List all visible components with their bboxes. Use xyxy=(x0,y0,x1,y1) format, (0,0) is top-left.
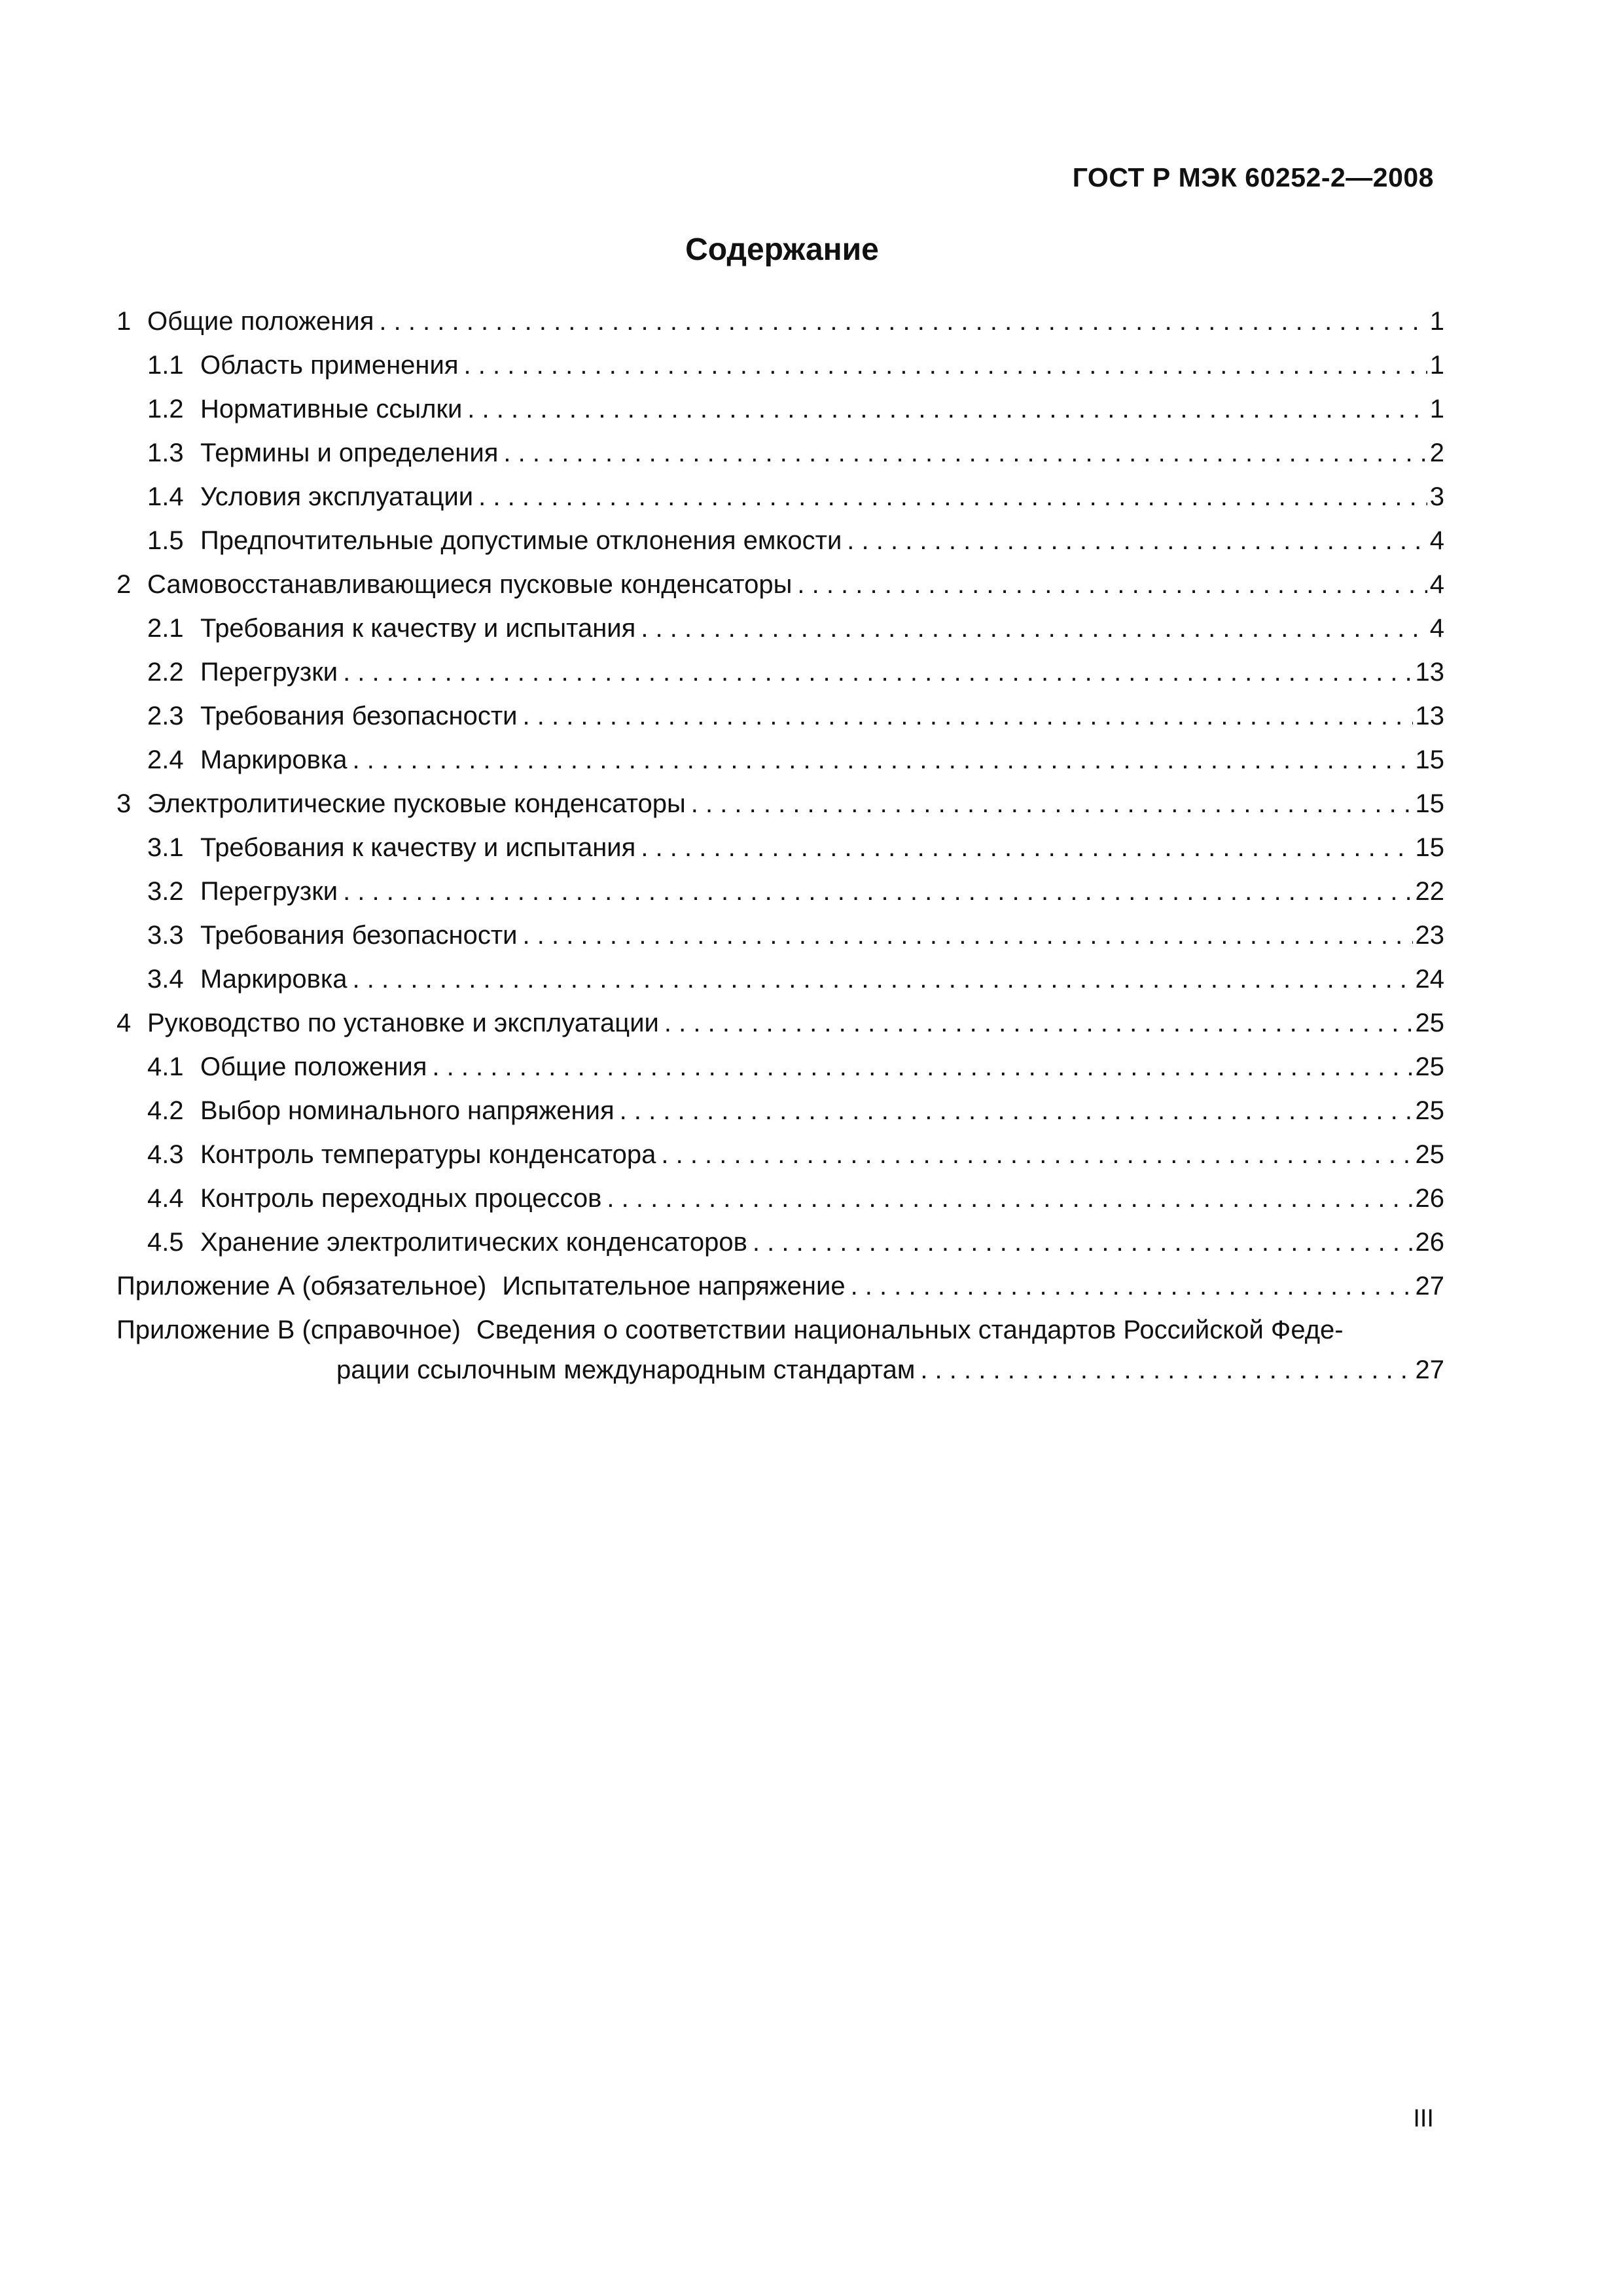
toc-entry[interactable] xyxy=(116,1177,1444,1221)
toc-entry[interactable] xyxy=(116,782,1444,826)
toc-entry-label: Предпочтительные допустимые отклонения емкости xyxy=(200,526,842,555)
toc-entry[interactable] xyxy=(116,431,1444,475)
toc-entry-label: Перегрузки xyxy=(200,658,338,687)
toc-entry-page: 25 xyxy=(1415,1009,1444,1037)
toc-entry[interactable] xyxy=(116,1001,1444,1045)
toc-entry-number: 1.3 xyxy=(147,439,184,467)
toc-entry[interactable] xyxy=(116,563,1444,607)
leader-dots xyxy=(467,387,1427,431)
toc-entry-label: Хранение электролитических конденсаторов xyxy=(200,1228,747,1257)
document-id: ГОСТ Р МЭК 60252-2—2008 xyxy=(1072,162,1434,192)
leader-dots xyxy=(464,344,1427,387)
toc-appendix-a[interactable] xyxy=(116,1265,1444,1308)
toc-entry-page: 4 xyxy=(1429,526,1444,555)
toc-entry-label: Руководство по установке и эксплуатации xyxy=(147,1009,659,1037)
leader-dots xyxy=(661,1133,1412,1177)
toc-entry-number: 3.2 xyxy=(147,877,184,906)
toc-entry-page: 15 xyxy=(1415,789,1444,818)
appendix-b-page: 27 xyxy=(1415,1355,1444,1384)
toc-entry-page: 25 xyxy=(1415,1096,1444,1125)
toc-entry[interactable] xyxy=(116,607,1444,651)
leader-dots xyxy=(851,1265,1413,1308)
toc-entry-page: 15 xyxy=(1415,833,1444,862)
toc-entry-number: 4.2 xyxy=(147,1096,184,1125)
leader-dots xyxy=(920,1348,1412,1392)
toc-entry-label: Электролитические пусковые конденсаторы xyxy=(147,789,686,818)
appendix-a-page: 27 xyxy=(1415,1272,1444,1300)
toc-entry-number: 3.1 xyxy=(147,833,184,862)
toc-entry-label: Перегрузки xyxy=(200,877,338,906)
toc-entry-number: 2.4 xyxy=(147,745,184,774)
table-of-contents xyxy=(116,300,1444,1392)
toc-entry-label: Общие положения xyxy=(147,307,374,336)
toc-entry-label: Требования безопасности xyxy=(200,702,518,730)
toc-entry[interactable] xyxy=(116,870,1444,914)
toc-entry[interactable] xyxy=(116,1133,1444,1177)
toc-entry[interactable] xyxy=(116,300,1444,344)
toc-entry-page: 15 xyxy=(1415,745,1444,774)
leader-dots xyxy=(691,782,1413,826)
toc-entry-label: Нормативные ссылки xyxy=(200,395,463,423)
toc-entry-number: 1.5 xyxy=(147,526,184,555)
leader-dots xyxy=(664,1001,1413,1045)
toc-entry-number: 4 xyxy=(116,1009,132,1037)
leader-dots xyxy=(352,958,1412,1001)
toc-entry-number: 3 xyxy=(116,789,132,818)
toc-entry[interactable] xyxy=(116,1221,1444,1265)
toc-entry-page: 3 xyxy=(1429,482,1444,511)
toc-entry-number: 2.3 xyxy=(147,702,184,730)
toc-entry[interactable] xyxy=(116,958,1444,1001)
toc-entry-number: 1.1 xyxy=(147,351,184,380)
leader-dots xyxy=(641,826,1412,870)
toc-entry[interactable] xyxy=(116,475,1444,519)
leader-dots xyxy=(753,1221,1413,1265)
toc-entry-number: 4.1 xyxy=(147,1052,184,1081)
toc-entry-label: Требования безопасности xyxy=(200,921,518,950)
toc-title: Содержание xyxy=(685,232,879,267)
leader-dots xyxy=(379,300,1427,344)
toc-entry-page: 1 xyxy=(1429,307,1444,336)
toc-entry-number: 3.4 xyxy=(147,965,184,994)
toc-entry[interactable] xyxy=(116,519,1444,563)
toc-entry[interactable] xyxy=(116,1045,1444,1089)
appendix-a-label: Испытательное напряжение xyxy=(502,1272,846,1300)
toc-entry-label: Общие положения xyxy=(200,1052,427,1081)
toc-entry-page: 1 xyxy=(1429,395,1444,423)
toc-entry-number: 2.1 xyxy=(147,614,184,643)
toc-entry-page: 22 xyxy=(1415,877,1444,906)
page-number: III xyxy=(1413,2105,1434,2132)
leader-dots xyxy=(503,431,1427,475)
toc-entry[interactable] xyxy=(116,344,1444,387)
toc-entry-page: 13 xyxy=(1415,702,1444,730)
toc-entry-label: Маркировка xyxy=(200,745,348,774)
toc-entry-label: Выбор номинального напряжения xyxy=(200,1096,615,1125)
toc-entries xyxy=(116,300,1444,1265)
toc-entry-number: 2 xyxy=(116,570,132,599)
toc-entry-page: 4 xyxy=(1429,614,1444,643)
leader-dots xyxy=(620,1089,1413,1133)
toc-entry-label: Условия эксплуатации xyxy=(200,482,474,511)
toc-entry-label: Термины и определения xyxy=(200,439,499,467)
toc-entry-page: 24 xyxy=(1415,965,1444,994)
toc-entry-number: 1.4 xyxy=(147,482,184,511)
toc-entry-label: Требования к качеству и испытания xyxy=(200,833,636,862)
toc-entry[interactable] xyxy=(116,1089,1444,1133)
leader-dots xyxy=(432,1045,1412,1089)
toc-entry[interactable] xyxy=(116,387,1444,431)
toc-entry-page: 25 xyxy=(1415,1140,1444,1169)
toc-entry-page: 1 xyxy=(1429,351,1444,380)
toc-appendix-b[interactable] xyxy=(116,1308,1444,1352)
leader-dots xyxy=(847,519,1427,563)
toc-entry-number: 4.3 xyxy=(147,1140,184,1169)
appendix-b-label-line2: рации ссылочным международным стандартам xyxy=(336,1355,916,1384)
appendix-b-prefix: Приложение В (справочное) xyxy=(116,1316,461,1344)
toc-entry-label: Маркировка xyxy=(200,965,348,994)
toc-entry-page: 2 xyxy=(1429,439,1444,467)
toc-entry-number: 3.3 xyxy=(147,921,184,950)
toc-entry-label: Область применения xyxy=(200,351,459,380)
toc-entry-number: 2.2 xyxy=(147,658,184,687)
toc-entry-page: 25 xyxy=(1415,1052,1444,1081)
toc-entry-page: 23 xyxy=(1415,921,1444,950)
toc-entry-number: 4.4 xyxy=(147,1184,184,1213)
leader-dots xyxy=(352,738,1412,782)
leader-dots xyxy=(607,1177,1412,1221)
appendix-b-label-line1: Сведения о соответствии национальных стандартов Российской Феде- xyxy=(476,1316,1344,1344)
toc-entry-page: 4 xyxy=(1429,570,1444,599)
appendix-a-prefix: Приложение А (обязательное) xyxy=(116,1272,487,1300)
toc-entry-label: Контроль температуры конденсатора xyxy=(200,1140,656,1169)
toc-entry[interactable] xyxy=(116,694,1444,738)
toc-entry-page: 13 xyxy=(1415,658,1444,687)
toc-entry-page: 26 xyxy=(1415,1184,1444,1213)
leader-dots xyxy=(641,607,1427,651)
leader-dots xyxy=(797,563,1427,607)
leader-dots xyxy=(343,651,1412,694)
toc-entry-label: Самовосстанавливающиеся пусковые конденсаторы xyxy=(147,570,793,599)
leader-dots xyxy=(523,914,1413,958)
toc-entry-number: 4.5 xyxy=(147,1228,184,1257)
toc-entry-number: 1 xyxy=(116,307,132,336)
toc-entry-label: Требования к качеству и испытания xyxy=(200,614,636,643)
toc-appendix-b-continuation[interactable] xyxy=(116,1348,1444,1392)
toc-entry-number: 1.2 xyxy=(147,395,184,423)
toc-entry[interactable] xyxy=(116,738,1444,782)
toc-entry[interactable] xyxy=(116,651,1444,694)
leader-dots xyxy=(478,475,1427,519)
leader-dots xyxy=(523,694,1413,738)
toc-entry-label: Контроль переходных процессов xyxy=(200,1184,602,1213)
toc-entry[interactable] xyxy=(116,914,1444,958)
toc-entry-page: 26 xyxy=(1415,1228,1444,1257)
leader-dots xyxy=(343,870,1412,914)
toc-entry[interactable] xyxy=(116,826,1444,870)
